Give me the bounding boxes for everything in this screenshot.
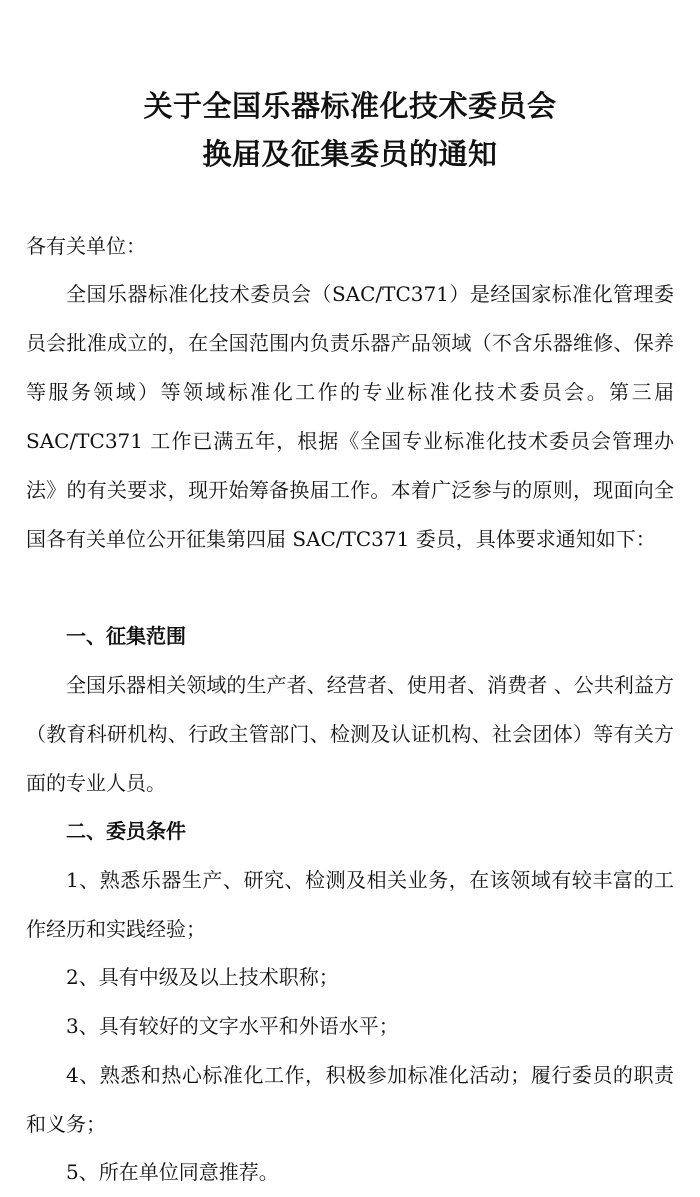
section-heading-conditions: 二、委员条件 [66, 819, 186, 843]
condition-item-5: 5、所在单位同意推荐。 [66, 1160, 279, 1184]
document-title-line-1: 关于全国乐器标准化技术委员会 [143, 89, 557, 123]
condition-item-4: 4、熟悉和热心标准化工作，积极参加标准化活动；履行委员的职责和义务； [26, 1063, 674, 1136]
scope-paragraph: 全国乐器相关领域的生产者、经营者、使用者、消费者 、公共利益方（教育科研机构、行政主管部门、检测及认证机构、社会团体）等有关方面的专业人员。 [26, 673, 674, 795]
section-heading-scope: 一、征集范围 [66, 624, 186, 648]
condition-item-2: 2、具有中级及以上技术职称； [66, 965, 339, 989]
intro-paragraph: 全国乐器标准化技术委员会（SAC/TC371）是经国家标准化管理委员会批准成立的，在全国范围内负责乐器产品领域（不含乐器维修、保养等服务领域）等领域标准化工作的专业标准化技术委员会。第三届 SAC/TC371 工作已满五年，根据《全国专业标准化技术委员会管理办法》的有关要求，现开始筹备换届工作。本着广泛参与的原则，现面向全国各有关单位公开征集第四届 SAC/TC371 委员，具体要求通知如下： [26, 282, 674, 551]
salutation: 各有关单位： [26, 234, 146, 258]
document-title-line-2: 换届及征集委员的通知 [202, 137, 498, 171]
condition-item-3: 3、具有较好的文字水平和外语水平； [66, 1014, 399, 1038]
condition-item-1: 1、熟悉乐器生产、研究、检测及相关业务，在该领域有较丰富的工作经历和实践经验； [26, 868, 674, 941]
